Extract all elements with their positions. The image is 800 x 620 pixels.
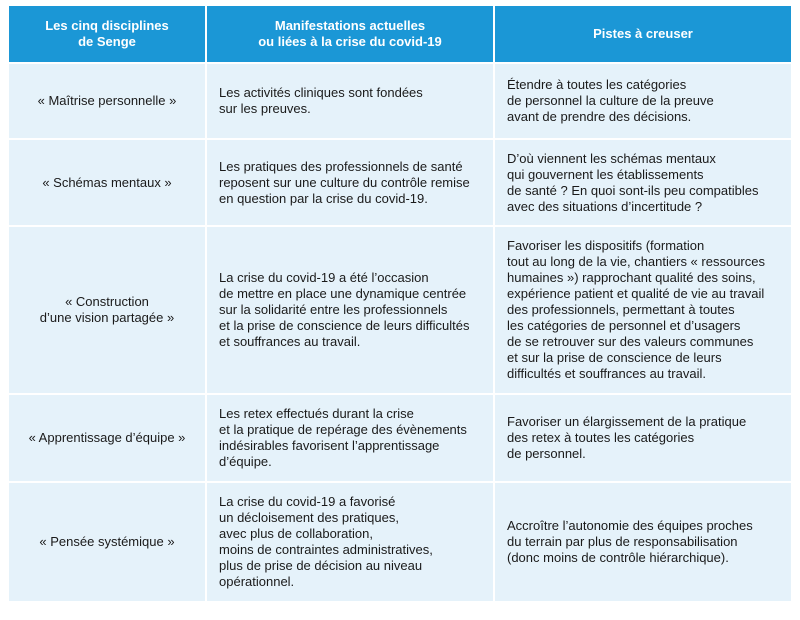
header-pistes: Pistes à creuser — [495, 6, 791, 64]
discipline-cell: « Schémas mentaux » — [9, 140, 207, 227]
table-row — [9, 64, 791, 140]
table-header-row — [9, 6, 791, 64]
discipline-cell: « Maîtrise personnelle » — [9, 64, 207, 140]
manifestation-cell: La crise du covid-19 a favorisé un décloisement des pratiques, avec plus de collaboration, moins de contraintes administratives, plus de prise de décision au niveau opérationnel. — [207, 483, 495, 603]
manifestation-cell: Les pratiques des professionnels de santé reposent sur une culture du contrôle remise en question par la crise du covid-19. — [207, 140, 495, 227]
header-disciplines: Les cinq disciplines de Senge — [9, 6, 207, 64]
manifestation-cell: Les retex effectués durant la crise et la pratique de repérage des évènements indésirables favorisent l’apprentissage d’équipe. — [207, 395, 495, 483]
manifestation-cell: Les activités cliniques sont fondées sur les preuves. — [207, 64, 495, 140]
senge-table-container — [9, 6, 791, 603]
senge-disciplines-table — [9, 6, 791, 603]
piste-cell: D’où viennent les schémas mentaux qui gouvernent les établissements de santé ? En quoi sont-ils peu compatibles avec des situations d’incertitude ? — [495, 140, 791, 227]
header-manifestations: Manifestations actuelles ou liées à la crise du covid-19 — [207, 6, 495, 64]
piste-cell: Favoriser les dispositifs (formation tout au long de la vie, chantiers « ressources humaines ») rapprochant qualité des soins, expérience patient et qualité de vie au travail des professionnels, permettant à toutes les catégories de personnel et d’usagers de se retrouver sur des valeurs communes et sur la prise de conscience de leurs difficultés et souffrances au travail. — [495, 227, 791, 395]
table-row — [9, 140, 791, 227]
piste-cell: Étendre à toutes les catégories de personnel la culture de la preuve avant de prendre des décisions. — [495, 64, 791, 140]
table-row — [9, 483, 791, 603]
piste-cell: Favoriser un élargissement de la pratique des retex à toutes les catégories de personnel. — [495, 395, 791, 483]
table-row — [9, 227, 791, 395]
table-row — [9, 395, 791, 483]
discipline-cell: « Pensée systémique » — [9, 483, 207, 603]
piste-cell: Accroître l’autonomie des équipes proches du terrain par plus de responsabilisation (donc moins de contrôle hiérarchique). — [495, 483, 791, 603]
discipline-cell: « Construction d’une vision partagée » — [9, 227, 207, 395]
discipline-cell: « Apprentissage d’équipe » — [9, 395, 207, 483]
manifestation-cell: La crise du covid-19 a été l’occasion de mettre en place une dynamique centrée sur la solidarité entre les professionnels et la prise de conscience de leurs difficultés et souffrances au travail. — [207, 227, 495, 395]
